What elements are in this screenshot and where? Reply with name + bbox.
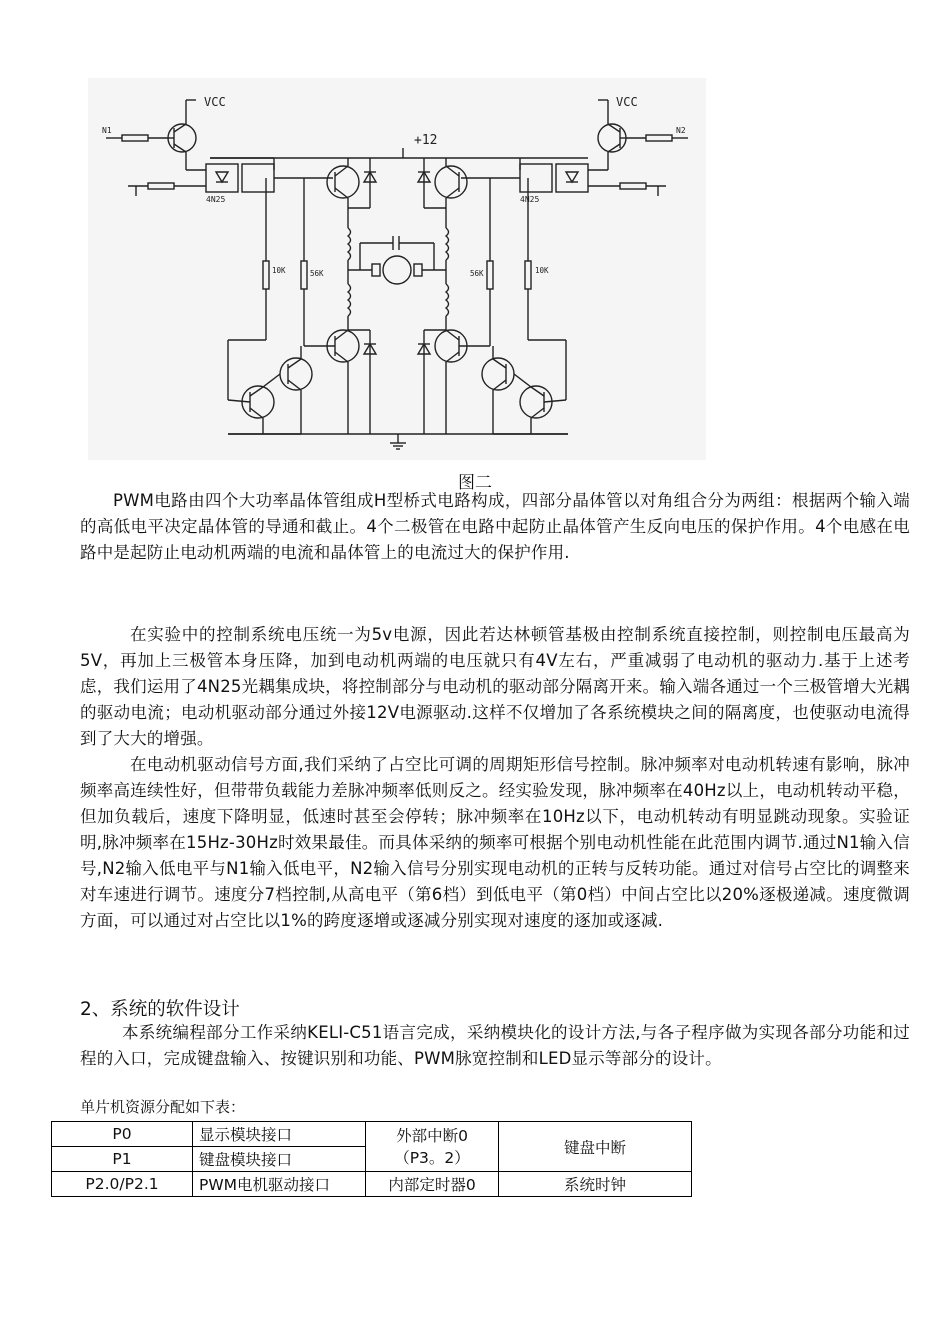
paragraph-control-voltage: 在实验中的控制系统电压统一为5v电源，因此若达林顿管基极由控制系统直接控制，则控制电压最高为5V，再加上三极管本身压降，加到电动机两端的电压就只有4V左右，严重减弱了电动机的驱动力.基于上述考虑，我们运用了4N25光耦集成块，将控制部分与电动机的驱动部分隔离开来。输入端各通过一个三极管增大光耦的驱动电流；电动机驱动部分通过外接12V电源驱动.这样不仅增加了各系统模块之间的隔离度，也使驱动电流得到了大大的增强。 [80,625,910,748]
supply-label: +12 [414,133,438,148]
table-cell-merged: 键盘中断 [499,1122,692,1172]
h-bridge-circuit-figure [88,78,706,460]
figure-caption: 图二 [458,473,492,493]
vcc-left-label: VCC [204,95,226,109]
resistor-56k-left-label: 56K [310,269,324,278]
table-cell: 显示模块接口 [193,1122,366,1147]
resource-allocation-table [51,1121,692,1197]
table-cell-line: 外部中断0 [396,1126,468,1145]
table-cell-merged [366,1122,499,1172]
table-row [52,1122,692,1147]
optocoupler-left-label: 4N25 [206,195,226,204]
resistor-56k-right-label: 56K [470,269,484,278]
table-cell: P1 [52,1147,193,1172]
table-cell: P0 [52,1122,193,1147]
circuit-diagram [88,78,706,460]
table-cell: 键盘模块接口 [193,1147,366,1172]
optocoupler-right-label: 4N25 [520,195,540,204]
section-heading-software: 2、系统的软件设计 [80,999,240,1020]
input-n2-label: N2 [676,126,686,135]
table-cell: 内部定时器0 [366,1172,499,1197]
resistor-10k-right-label: 10K [535,266,549,275]
paragraph-pwm-circuit: PWM电路由四个大功率晶体管组成H型桥式电路构成，四部分晶体管以对角组合分为两组：根据两个输入端的高低电平决定晶体管的导通和截止。4个二极管在电路中起防止晶体管产生反向电压的保护作用。4个电感在电路中是起防止电动机两端的电流和晶体管上的电流过大的保护作用. [80,491,910,562]
table-cell: P2.0/P2.1 [52,1172,193,1197]
input-n1-label: N1 [102,126,112,135]
table-row [52,1172,692,1197]
table-title: 单片机资源分配如下表： [80,1098,246,1116]
vcc-right-label: VCC [616,95,638,109]
table-cell: PWM电机驱动接口 [193,1172,366,1197]
resistor-10k-left-label: 10K [272,266,286,275]
table-cell: 系统时钟 [499,1172,692,1197]
table-cell-line: （P3。2） [394,1148,470,1167]
paragraph-drive-signal: 在电动机驱动信号方面,我们采纳了占空比可调的周期矩形信号控制。脉冲频率对电动机转速有影响，脉冲频率高连续性好，但带带负载能力差脉冲频率低则反之。经实验发现，脉冲频率在40Hz以上，电动机转动平稳，但加负载后，速度下降明显，低速时甚至会停转；脉冲频率在10Hz以下，电动机转动有明显跳动现象。实验证明,脉冲频率在15Hz-30Hz时效果最佳。而具体采纳的频率可根据个别电动机性能在此范围内调节.通过N1输入信号,N2输入低电平与N1输入低电平，N2输入信号分别实现电动机的正转与反转功能。通过对信号占空比的调整来对车速进行调节。速度分7档控制,从高电平（第6档）到低电平（第0档）中间占空比以20%逐极递减。速度微调方面，可以通过对占空比以1%的跨度逐增或逐减分别实现对速度的逐加或逐减. [80,755,910,930]
paragraph-software-design: 本系统编程部分工作采纳KELI-C51语言完成，采纳模块化的设计方法,与各子程序做为实现各部分功能和过程的入口，完成键盘输入、按键识别和功能、PWM脉宽控制和LED显示等部分的设计。 [80,1023,910,1068]
